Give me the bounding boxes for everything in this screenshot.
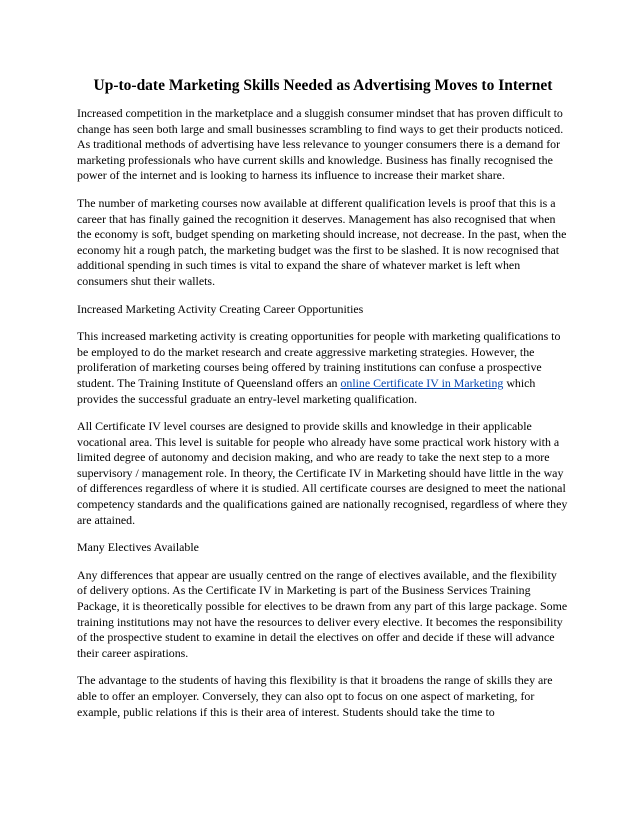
section-heading-electives: Many Electives Available: [77, 540, 199, 555]
paragraph-text: which provides the successful graduate an entry-level marketing qualification.: [77, 375, 536, 406]
paragraph-text: This increased marketing activity is creating opportunities for people with marketing qualifications to be employed to do the market research and create aggressive marketing strategies. However, the proliferation of marketing courses being offered by training institutions can confuse a prospective student. The Training Institute of Queensland offers an: [77, 329, 561, 390]
paragraph-courses: The number of marketing courses now available at different qualification levels is proof that this is a career that has finally gained the recognition it deserves. Management has also recognised that when the economy is soft, budget spending on marketing should increase, not decrease. In the past, when the economy hit a rough patch, the marketing budget was the first to be slashed. It is now recognised that additional spending in such times is vital to expand the share of whatever market is left when consumers shut their wallets.: [77, 195, 567, 288]
section-heading-career-opportunities: Increased Marketing Activity Creating Career Opportunities: [77, 301, 364, 316]
paragraph-electives: Any differences that appear are usually centred on the range of electives available, and the flexibility of delivery options. As the Certificate IV in Marketing is part of the Business Services Training Package, it is theoretically possible for electives to be drawn from any part of this large package. Some training institutions may not have the resources to deliver every elective. It becomes the responsibility of the prospective student to examine in detail the electives on offer and decide if these will advance their career aspirations.: [77, 567, 568, 660]
document-page: [77, 76, 569, 732]
paragraph-intro: Increased competition in the marketplace and a sluggish consumer mindset that has proven difficult to change has seen both large and small businesses scrambling to find ways to get their products noticed. As traditional methods of advertising have less relevance to younger consumers there is a demand for marketing professionals who have current skills and knowledge. Business has finally recognised the power of the internet and is looking to harness its influence to increase their market share.: [77, 106, 564, 183]
online-certificate-link[interactable]: online Certificate IV in Marketing: [340, 375, 504, 390]
page-title: Up-to-date Marketing Skills Needed as Advertising Moves to Internet: [93, 77, 553, 94]
paragraph-flexibility: The advantage to the students of having this flexibility is that it broadens the range of skills they are able to offer an employer. Conversely, they can also opt to focus on one aspect of marketing, for example, public relations if this is their area of interest. Students should take the time to: [77, 673, 553, 719]
paragraph-opportunities: [77, 329, 569, 407]
paragraph-certificate-iv: All Certificate IV level courses are designed to provide skills and knowledge in their applicable vocational area. This level is suitable for people who already have some practical work history with a limited degree of autonomy and decision making, and who are ready to take the next step to a more supervisory / management role. In theory, the Certificate IV in Marketing should have little in the way of differences regardless of where it is studied. All certificate courses are designed to meet the national competency standards and the qualifications gained are nationally recognised, regardless of where they are attained.: [77, 419, 568, 527]
